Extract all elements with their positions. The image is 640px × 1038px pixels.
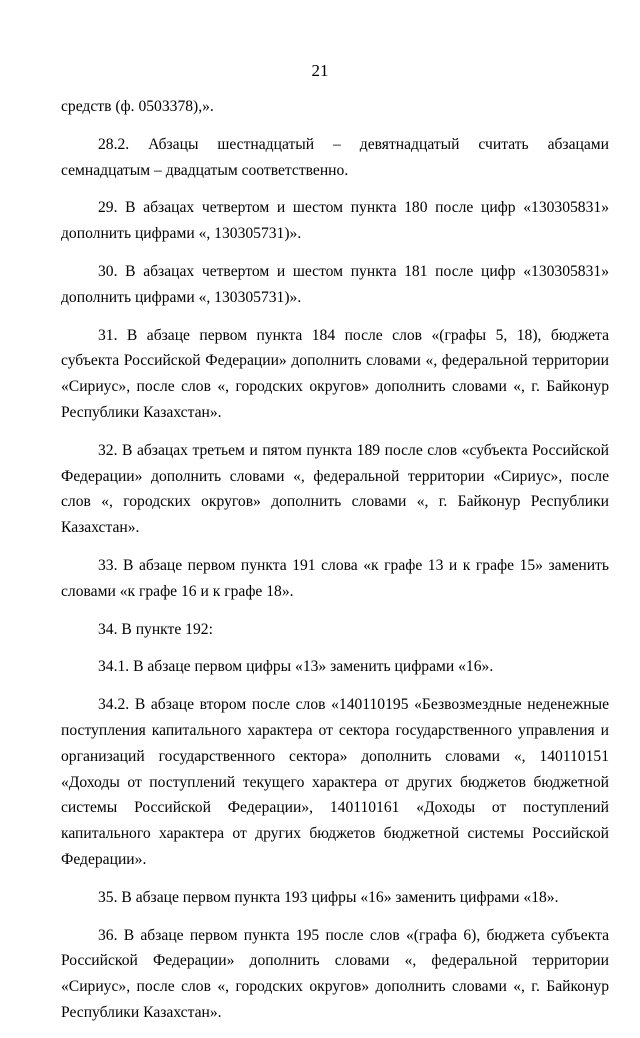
paragraph-34-1: 34.1. В абзаце первом цифры «13» заменить цифрами «16». <box>98 658 494 676</box>
paragraph-29: 29. В абзацах четвертом и шестом пункта 180 после цифр «130305831» дополнить цифрами «, 130305731)». <box>61 199 609 243</box>
paragraph-32: 32. В абзацах третьем и пятом пункта 189 после слов «субъекта Российской Федерации» дополнить словами «, федеральной территории «Сириус», после слов «, городских округов» дополнить словами «, г. Байконур Республики Казахстан». <box>61 441 609 537</box>
paragraph-31: 31. В абзаце первом пункта 184 после слов «(графы 5, 18), бюджета субъекта Российской Федерации» дополнить словами «, федеральной территории «Сириус», после слов «, городских округов» дополнить словами «, г. Байконур Республики Казахстан». <box>61 326 609 421</box>
paragraph-28-2: 28.2. Абзацы шестнадцатый – девятнадцатый считать абзацами семнадцатым – двадцатым соответственно. <box>61 135 609 179</box>
page-number: 21 <box>311 61 329 80</box>
paragraph-35: 35. В абзаце первом пункта 193 цифры «16» заменить цифрами «18». <box>98 888 559 906</box>
paragraph-continuation: средств (ф. 0503378),». <box>61 98 214 115</box>
paragraph-36: 36. В абзаце первом пункта 195 после слов «(графа 6), бюджета субъекта Российской Федерации» дополнить словами «, федеральной территории «Сириус», после слов «, городских округов» дополнить словами «, г. Байконур Республики Казахстан». <box>61 926 609 1021</box>
document-body <box>61 94 609 1038</box>
paragraph-34: 34. В пункте 192: <box>98 620 213 638</box>
paragraph-30: 30. В абзацах четвертом и шестом пункта 181 после цифр «130305831» дополнить цифрами «, 130305731)». <box>61 262 609 306</box>
paragraph-34-2: 34.2. В абзаце втором после слов «140110195 «Безвозмездные неденежные поступления капитального характера от сектора государственного управления и организаций государственного сектора» дополнить словами «, 140110151 «Доходы от поступлений текущего характера от других бюджетов бюджетной системы Российской Федерации», 140110161 «Доходы от поступлений капитального характера от других бюджетов бюджетной системы Российской Федерации». <box>61 696 609 868</box>
paragraph-33: 33. В абзаце первом пункта 191 слова «к графе 13 и к графе 15» заменить словами «к графе 16 и к графе 18». <box>61 556 609 600</box>
